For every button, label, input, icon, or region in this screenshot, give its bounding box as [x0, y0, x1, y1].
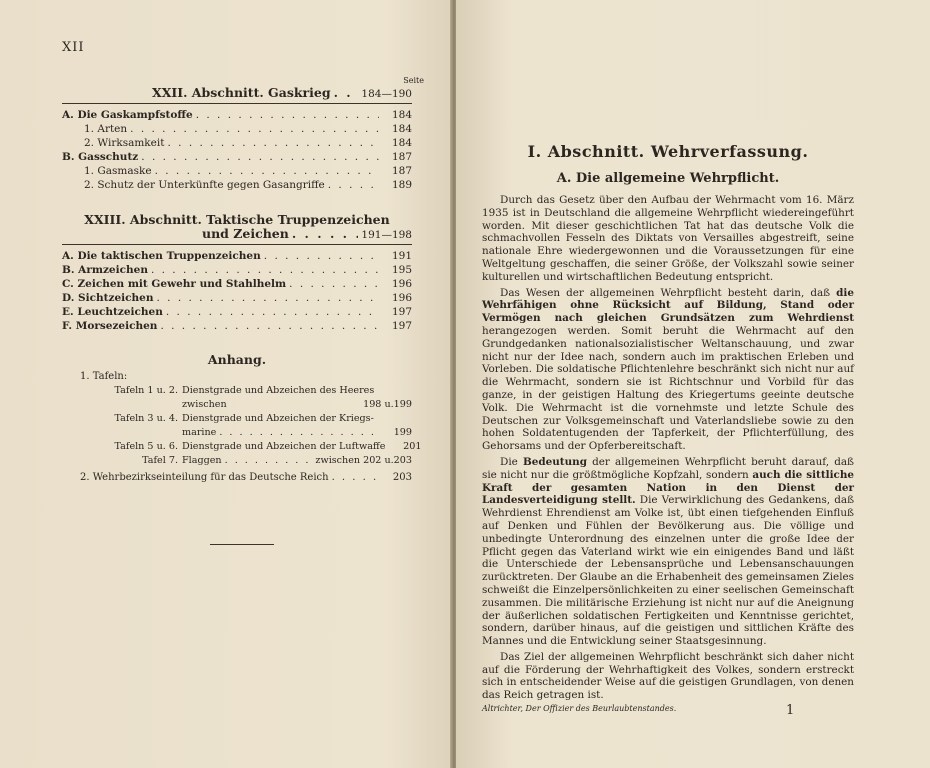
entry-page: 197 [391, 320, 412, 332]
paragraph [482, 287, 854, 453]
toc-entry [62, 291, 412, 305]
entry-label: B. Gasschutz [62, 151, 139, 163]
leader-dots [130, 122, 379, 136]
entry-label: B. Armzeichen [62, 264, 148, 276]
entry-page: 184 [391, 109, 412, 121]
entry-label: A. Die taktischen Truppenzeichen [62, 250, 261, 262]
text-run: Das Wesen der allgemeinen Wehrpflicht besteht darin, daß [500, 286, 837, 299]
entry-label: C. Zeichen mit Gewehr und Stahlhelm [62, 278, 287, 290]
section-subtitle: A. Die allgemeine Wehrpflicht. [556, 171, 780, 186]
text-run: herangezogen werden. Somit beruht die Wehrmacht auf den Grundgedanken nationalsozialistischer Weltanschauung, und zwar nicht nur der Idee nach, sondern auch im praktischen Erleben und Vorleben. Die soldatische Pflichtenlehre beschränkt sich nicht nur auf die Wehrmacht, sondern sie ist Richtschnur und Vorbild für das ganze, in der geistigen Haltung des Kriegertums geeinte deutsche Volk. Die Wehrmacht ist die vornehmste und letzte Schule des Deutschen zur Volksgemeinschaft und Vaterlandsliebe sowie zu den hohen Soldatentugenden der Tapferkeit, der Pflichterfüllung, des Gehorsams und der Opferbereitschaft. [482, 324, 854, 453]
right-page-content [482, 142, 854, 705]
entry-page: 197 [391, 306, 412, 318]
leader-dots [219, 426, 379, 440]
leader-dots [156, 291, 379, 305]
end-rule [210, 544, 274, 545]
tafel-line [102, 454, 412, 468]
entry-label: 1. Arten [84, 123, 128, 135]
body-text [482, 194, 854, 702]
tafel-text: Dienstgrade und Abzeichen der Luftwaffe [182, 441, 386, 452]
anhang-list [80, 370, 422, 485]
tafel-text2: zwischen [182, 399, 227, 410]
entry-page: 196 [391, 278, 412, 290]
leader-dots [332, 471, 379, 485]
entry-label: 1. Gasmaske [84, 165, 152, 177]
toc-entry [62, 263, 412, 277]
tafel-id: Tafeln 5 u. 6. [114, 441, 178, 452]
tafel-page: 198 u.199 [363, 399, 412, 410]
tafel-text2: zwischen [315, 455, 361, 466]
section-heading-truppenzeichen [62, 212, 412, 227]
toc-entry [62, 122, 412, 136]
divider [62, 103, 412, 104]
tafel-id: Tafeln 1 u. 2. [114, 385, 178, 396]
tafel-text: Dienstgrade und Abzeichen der Kriegs- [182, 413, 374, 424]
leader-dots [225, 454, 313, 468]
entry-page: 184 [391, 137, 412, 149]
page-footer: Altrichter, Der Offizier des Beurlaubtenstandes. [482, 704, 677, 713]
tafel-line [102, 440, 422, 454]
text-run: der allgemeinen Wehrpflicht beruht darauf, daß sie nicht nur die größtmögliche Kopfzahl, sondern [482, 455, 854, 481]
entry-page: 196 [391, 292, 412, 304]
toc-entry [62, 178, 412, 192]
tafeln-list [80, 384, 422, 468]
tafel-entry [80, 384, 412, 412]
paragraph [482, 194, 854, 284]
section-entries-truppenzeichen [62, 249, 412, 333]
seite-label: Seite [403, 76, 424, 85]
emphasis-text: die Wehrfähigen ohne Rücksicht auf Bildung, Stand oder Vermögen nach gleichen Grundsätzen zum Wehrdienst [482, 286, 854, 325]
leader-dots [167, 136, 379, 150]
anhang-title: Anhang. [207, 352, 267, 367]
entry-page: 184 [391, 123, 412, 135]
tafel-text: Flaggen [182, 455, 222, 466]
toc-entry [62, 108, 412, 122]
leader-dots [155, 164, 379, 178]
section-title-line1: XXIII. Abschnitt. Taktische Truppenzeichen [84, 212, 390, 227]
entry-page: 195 [391, 264, 412, 276]
section-heading-gaskrieg [62, 86, 412, 101]
left-page-number: XII [62, 40, 85, 55]
entry-label: F. Morsezeichen [62, 320, 158, 332]
leader-dots [141, 150, 379, 164]
entry-page: 189 [391, 179, 412, 191]
text-run: Durch das Gesetz über den Aufbau der Wehrmacht vom 16. März 1935 ist in Deutschland die allgemeine Wehrpflicht wiedereingeführt worden. Mit dieser geschichtlichen Tat hat das deutsche Volk die schmachvollen Fesseln des Diktats von Versailles abgestreift, seine nationale Ehre wiedergewonnen und die Voraussetzungen für eine Weltgeltung geschaffen, die seiner Größe, der Volkszahl sowie seiner kulturellen und wirtschaftlichen Bedeutung entspricht. [482, 194, 854, 283]
section-heading-line2 [62, 227, 412, 242]
entry-page: 203 [392, 472, 412, 483]
paragraph [482, 456, 854, 648]
tafel-text2: marine [182, 427, 217, 438]
entry-page: 187 [391, 165, 412, 177]
leader-dots [151, 263, 379, 277]
text-run: Das Ziel der allgemeinen Wehrpflicht beschränkt sich daher nicht auf die Förderung der Wehrhaftigkeit des Volkes, sondern erstreckt sich in entscheidender Weise auf die geistigen Grundlagen, von denen das Reich getragen ist. [482, 650, 854, 702]
tafel-id: Tafel 7. [142, 455, 178, 466]
tafel-line [102, 412, 412, 426]
entry-label: D. Sichtzeichen [62, 292, 154, 304]
tafel-line [102, 384, 412, 398]
leader-dots [289, 277, 379, 291]
text-run: Die Verwirklichung des Gedankens, daß Wehrdienst Ehrendienst am Volke ist, übt einen tiefgehenden Einfluß auf Denken und Fühlen der Bevölkerung aus. Die völlige und unbedingte Unterordnung des einzelnen unter die große Idee der Pflicht gegen das Vaterland wirkt wie ein einigendes Band und läßt die Unterschiede der Lebensansprüche und Lebensanschauungen zurücktreten. Der Glaube an die Erhabenheit des gemeinsamen Zieles schweißt die Einzelpersönlichkeiten zu einer seelischen Gemeinschaft zusammen. Die militärische Erziehung ist nicht nur auf die Aneignung der äußerlichen soldatischen Fertigkeiten und Kenntnisse gerichtet, sondern, darüber hinaus, auf die geistigen und sittlichen Kräfte des Mannes und die Entwicklung seiner Staatsgesinnung. [482, 494, 855, 648]
anhang-item-wehrbezirk [80, 471, 412, 485]
entry-label: 2. Wehrbezirkseinteilung für das Deutsche Reich [80, 472, 329, 483]
toc-entry [62, 249, 412, 263]
entry-page: 187 [391, 151, 412, 163]
entry-label: E. Leuchtzeichen [62, 306, 163, 318]
entry-page: 191 [391, 250, 412, 262]
toc-entry [62, 150, 412, 164]
tafel-line [102, 398, 412, 412]
tafel-page: 201 [403, 441, 422, 452]
section-pages: 184—190 [361, 88, 412, 100]
tafel-entry [80, 454, 412, 468]
anhang-item-tafeln: 1. Tafeln: [80, 371, 128, 382]
leader-dots [328, 178, 379, 192]
entry-label: 2. Schutz der Unterkünfte gegen Gasangriffe [84, 179, 325, 191]
leader-dots [334, 86, 359, 100]
leader-dots [264, 249, 379, 263]
section-entries-gaskrieg [62, 108, 412, 192]
tafel-page: 202 u.203 [363, 455, 412, 466]
leader-dots [196, 108, 379, 122]
section-pages: 191—198 [361, 229, 412, 241]
leader-dots [166, 305, 379, 319]
toc-entry [62, 277, 412, 291]
text-run: Die [500, 455, 523, 468]
emphasis-text: auch die sittliche Kraft der gesamten Nation in den Dienst der Landesverteidigung stellt. [482, 468, 855, 507]
section-title: XXII. Abschnitt. Gaskrieg [152, 85, 331, 100]
chapter-title: I. Abschnitt. Wehrverfassung. [527, 142, 809, 161]
leader-dots [160, 319, 379, 333]
tafel-line [102, 426, 412, 440]
divider [62, 244, 412, 245]
toc-entry [62, 319, 412, 333]
toc-entry [62, 164, 412, 178]
tafel-entry [80, 412, 412, 440]
entry-label: A. Die Gaskampfstoffe [62, 109, 193, 121]
tafel-page: 199 [393, 427, 412, 438]
table-of-contents [62, 76, 424, 333]
toc-entry [62, 305, 412, 319]
emphasis-text: Bedeutung [522, 455, 587, 468]
toc-entry [62, 136, 412, 150]
tafel-entry [80, 440, 422, 454]
right-page-number: 1 [786, 703, 795, 718]
entry-label: 2. Wirksamkeit [84, 137, 165, 149]
paragraph [482, 651, 854, 702]
tafel-id: Tafeln 3 u. 4. [114, 413, 178, 424]
section-title-line2: und Zeichen [202, 226, 289, 241]
tafel-text: Dienstgrade und Abzeichen des Heeres [182, 385, 375, 396]
leader-dots [292, 227, 359, 241]
